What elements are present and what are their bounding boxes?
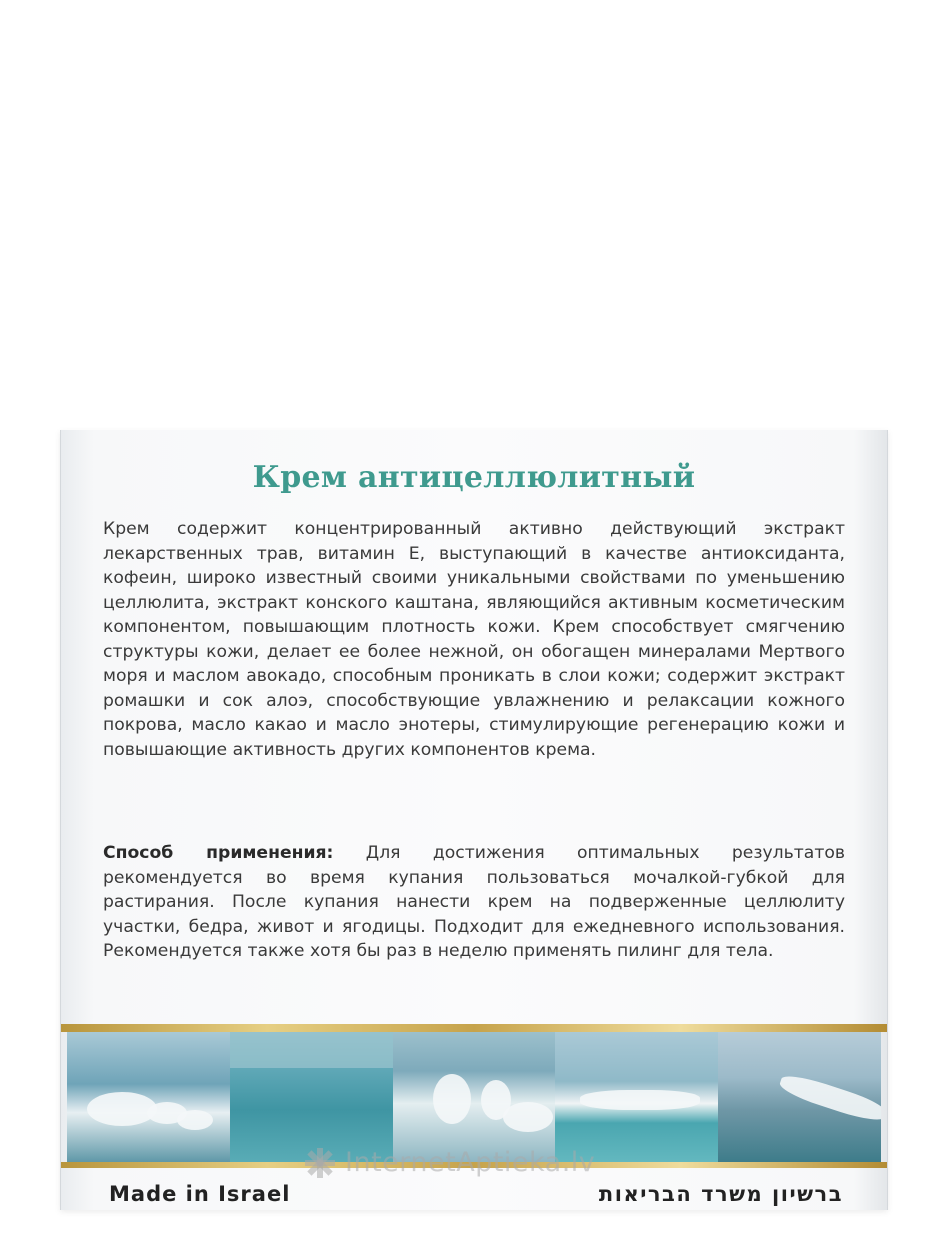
sea-water-photo <box>230 1032 393 1162</box>
salt-formations-photo <box>393 1032 556 1162</box>
product-box <box>60 430 888 1210</box>
salt-rocks-photo <box>67 1032 230 1162</box>
watermark-text: InternetAptieka.lv <box>345 1147 596 1178</box>
usage-text: Для достижения оптимальных результатов рекомендуется во время купания пользоваться мочалкой-губкой для растирания. После купания нанести крем на подверженные целлюлиту участки, бедра, живот и ягодицы. Подходит для ежедневного использования. Рекомендуется также хотя бы раз в неделю применять пилинг для тела. <box>103 843 845 961</box>
product-title: Крем антицеллюлитный <box>252 460 696 495</box>
made-in-israel-label: Made in Israel <box>109 1182 291 1206</box>
dead-sea-photo-strip <box>67 1032 881 1162</box>
hebrew-license-label: ברשיון משרד הבריאות <box>598 1182 843 1206</box>
usage-paragraph <box>103 841 845 964</box>
watermark <box>305 1147 595 1178</box>
usage-label: Способ применения: <box>103 843 334 863</box>
gold-stripe-top <box>61 1024 887 1032</box>
salt-causeway-photo <box>718 1032 881 1162</box>
description-paragraph: Крем содержит концентрированный активно действующий экстракт лекарственных трав, витамин Е, выступающий в качестве антиоксиданта, кофеин, широко известный своими уникальными свойствами по уменьшению целлюлита, экстракт конского каштана, являющийся активным косметическим компонентом, повышающим плотность кожи. Крем способствует смягчению структуры кожи, делает ее более нежной, он обогащен минералами Мертвого моря и маслом авокадо, способным проникать в слои кожи; содержит экстракт ромашки и сок алоэ, способствующие увлажнению и релаксации кожного покрова, масло какао и масло энотеры, стимулирующие регенерацию кожи и повышающие активность других компонентов крема. <box>103 519 845 760</box>
watermark-logo-icon <box>305 1148 335 1178</box>
salt-shore-photo <box>555 1032 718 1162</box>
